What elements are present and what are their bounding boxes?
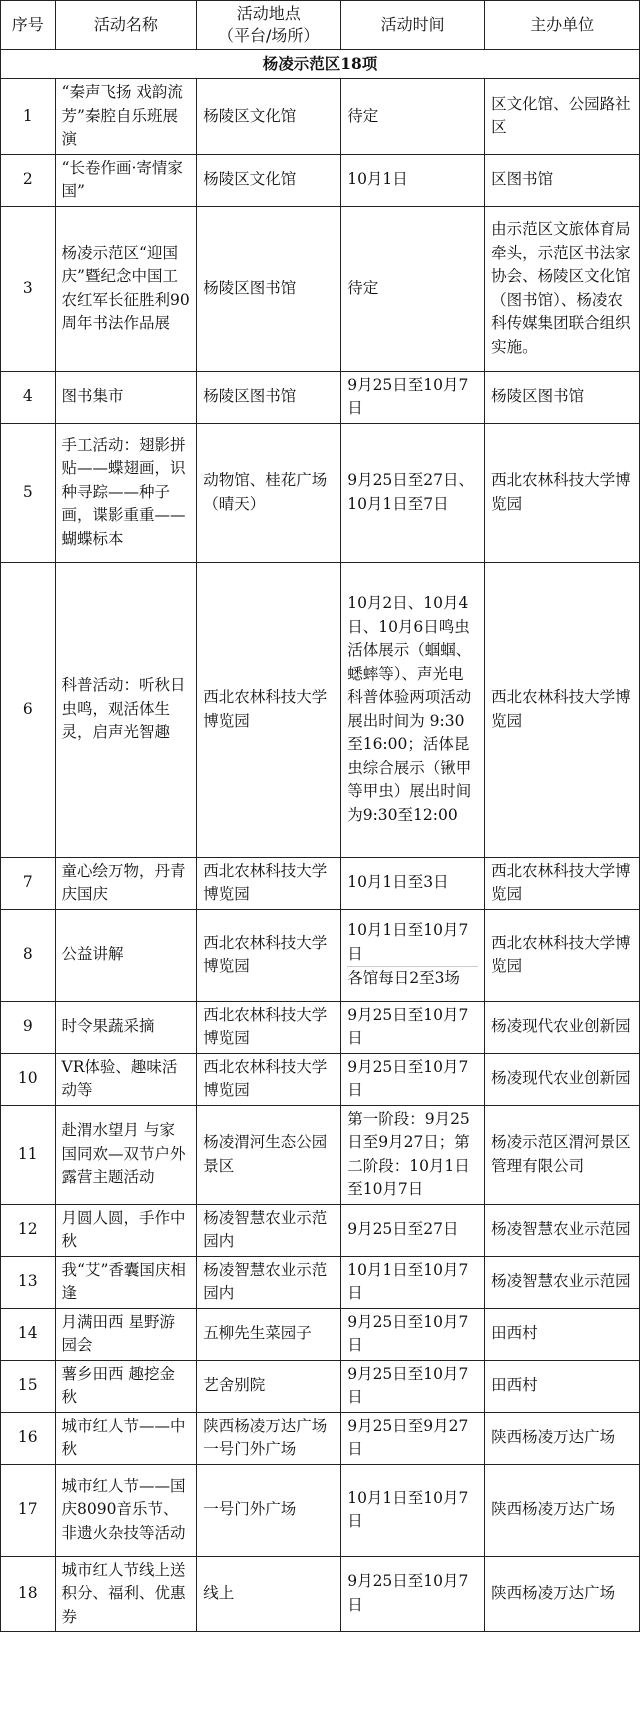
table-row — [1, 1308, 640, 1360]
activity-time: 第一阶段：9月25日至9月27日；第二阶段：10月1日至10月7日 — [341, 1105, 485, 1204]
activity-venue: 一号门外广场 — [197, 1464, 341, 1556]
row-number: 12 — [1, 1204, 56, 1256]
section-title: 杨凌示范区18项 — [1, 50, 640, 79]
activity-name: 童心绘万物，丹青庆国庆 — [55, 857, 197, 909]
activity-name: “长卷作画·寄情家国” — [55, 154, 197, 206]
table-row — [1, 423, 640, 562]
activity-venue: 动物馆、桂花广场（晴天） — [197, 423, 341, 562]
activity-organizer: 陕西杨凌万达广场 — [485, 1556, 640, 1632]
activity-organizer: 田西村 — [485, 1360, 640, 1412]
header-name: 活动名称 — [55, 1, 197, 50]
table-row — [1, 909, 640, 1001]
activity-organizer: 杨凌现代农业创新园 — [485, 1053, 640, 1105]
table-row — [1, 1204, 640, 1256]
activity-venue: 杨凌智慧农业示范园内 — [197, 1204, 341, 1256]
header-no: 序号 — [1, 1, 56, 50]
row-number: 9 — [1, 1001, 56, 1053]
activity-venue: 艺舍别院 — [197, 1360, 341, 1412]
header-organizer: 主办单位 — [485, 1, 640, 50]
activity-organizer: 西北农林科技大学博览园 — [485, 423, 640, 562]
row-number: 6 — [1, 562, 56, 857]
activity-time: 10月1日 — [341, 154, 485, 206]
activity-organizer: 西北农林科技大学博览园 — [485, 857, 640, 909]
activity-venue: 杨陵区文化馆 — [197, 154, 341, 206]
activity-venue: 杨陵区图书馆 — [197, 371, 341, 423]
header-time: 活动时间 — [341, 1, 485, 50]
activity-name: 手工活动：翅影拼贴——蝶翅画，识种寻踪——种子画，谍影重重——蝴蝶标本 — [55, 423, 197, 562]
activity-time-dates: 10月1日至10月7日 — [347, 921, 469, 963]
activity-organizer: 杨凌智慧农业示范园 — [485, 1256, 640, 1308]
activity-organizer: 由示范区文旅体育局牵头，示范区书法家协会、杨陵区文化馆（图书馆）、杨凌农科传媒集团联合组织实施。 — [485, 206, 640, 371]
activity-time: 10月1日至3日 — [341, 857, 485, 909]
activity-time: 9月25日至10月7日 — [341, 1001, 485, 1053]
row-number: 17 — [1, 1464, 56, 1556]
activity-name: 我“艾”香囊国庆相逢 — [55, 1256, 197, 1308]
activity-time — [341, 909, 485, 1001]
activity-name: 图书集市 — [55, 371, 197, 423]
activity-time: 待定 — [341, 206, 485, 371]
section-row — [1, 50, 640, 79]
activity-time: 待定 — [341, 79, 485, 155]
row-number: 2 — [1, 154, 56, 206]
row-number: 8 — [1, 909, 56, 1001]
activity-venue: 线上 — [197, 1556, 341, 1632]
activity-organizer: 区文化馆、公园路社区 — [485, 79, 640, 155]
table-row — [1, 1001, 640, 1053]
activity-name: 月圆人圆，手作中秋 — [55, 1204, 197, 1256]
activity-time: 9月25日至27日 — [341, 1204, 485, 1256]
activity-name: “秦声飞扬 戏韵流芳”秦腔自乐班展演 — [55, 79, 197, 155]
row-number: 1 — [1, 79, 56, 155]
activity-name: 公益讲解 — [55, 909, 197, 1001]
table-row — [1, 1360, 640, 1412]
row-number: 14 — [1, 1308, 56, 1360]
activity-name: 城市红人节——国庆8090音乐节、非遗火杂技等活动 — [55, 1464, 197, 1556]
activity-name: 杨凌示范区“迎国庆”暨纪念中国工农红军长征胜利90周年书法作品展 — [55, 206, 197, 371]
row-number: 16 — [1, 1412, 56, 1464]
row-number: 11 — [1, 1105, 56, 1204]
activity-time: 9月25日至10月7日 — [341, 371, 485, 423]
activity-name: 城市红人节——中秋 — [55, 1412, 197, 1464]
activity-time: 9月25日至10月7日 — [341, 1360, 485, 1412]
table-row — [1, 154, 640, 206]
activity-time: 9月25日至9月27日 — [341, 1412, 485, 1464]
activity-name: 城市红人节线上送积分、福利、优惠券 — [55, 1556, 197, 1632]
activity-organizer: 杨凌智慧农业示范园 — [485, 1204, 640, 1256]
table-body — [1, 50, 640, 1632]
activity-venue: 杨陵区文化馆 — [197, 79, 341, 155]
row-number: 13 — [1, 1256, 56, 1308]
activity-venue: 杨陵区图书馆 — [197, 206, 341, 371]
row-number: 15 — [1, 1360, 56, 1412]
table-row — [1, 562, 640, 857]
activity-venue: 西北农林科技大学博览园 — [197, 562, 341, 857]
activity-time: 10月1日至10月7日 — [341, 1256, 485, 1308]
table-row — [1, 1105, 640, 1204]
activity-time: 9月25日至10月7日 — [341, 1556, 485, 1632]
activity-venue: 西北农林科技大学博览园 — [197, 909, 341, 1001]
activity-organizer: 杨凌现代农业创新园 — [485, 1001, 640, 1053]
activity-name: 时令果蔬采摘 — [55, 1001, 197, 1053]
table-row — [1, 79, 640, 155]
row-number: 5 — [1, 423, 56, 562]
activity-organizer: 西北农林科技大学博览园 — [485, 562, 640, 857]
activity-venue: 五柳先生菜园子 — [197, 1308, 341, 1360]
activity-organizer: 西北农林科技大学博览园 — [485, 909, 640, 1001]
activity-time: 10月2日、10月4日、10月6日鸣虫活体展示（蝈蝈、蟋蟀等）、声光电科普体验两项活动展出时间为 9:30 至16:00；活体昆虫综合展示（锹甲等甲虫）展出时间为9:30至12:00 — [341, 562, 485, 857]
header-venue: 活动地点 （平台/场所） — [197, 1, 341, 50]
activity-time: 9月25日至10月7日 — [341, 1308, 485, 1360]
activity-name: VR体验、趣味活动等 — [55, 1053, 197, 1105]
activity-time-sessions: 各馆每日2至3场 — [347, 966, 478, 991]
table-row — [1, 857, 640, 909]
table-row — [1, 1556, 640, 1632]
activity-venue: 杨凌渭河生态公园景区 — [197, 1105, 341, 1204]
table-row — [1, 371, 640, 423]
activity-time: 9月25日至27日、10月1日至7日 — [341, 423, 485, 562]
row-number: 7 — [1, 857, 56, 909]
row-number: 10 — [1, 1053, 56, 1105]
table-row — [1, 1256, 640, 1308]
activity-organizer: 杨凌示范区渭河景区管理有限公司 — [485, 1105, 640, 1204]
activity-venue: 西北农林科技大学博览园 — [197, 1001, 341, 1053]
activity-organizer: 陕西杨凌万达广场 — [485, 1464, 640, 1556]
activity-name: 赴渭水望月 与家国同欢—双节户外露营主题活动 — [55, 1105, 197, 1204]
table-row — [1, 1053, 640, 1105]
row-number: 3 — [1, 206, 56, 371]
table-row — [1, 1464, 640, 1556]
activity-venue: 西北农林科技大学博览园 — [197, 1053, 341, 1105]
row-number: 18 — [1, 1556, 56, 1632]
activity-name: 薯乡田西 趣挖金秋 — [55, 1360, 197, 1412]
activity-venue: 杨凌智慧农业示范园内 — [197, 1256, 341, 1308]
table-row — [1, 1412, 640, 1464]
activity-venue: 陕西杨凌万达广场一号门外广场 — [197, 1412, 341, 1464]
activity-time: 10月1日至10月7日 — [341, 1464, 485, 1556]
activity-name: 科普活动：听秋日虫鸣，观活体生灵，启声光智趣 — [55, 562, 197, 857]
activity-venue: 西北农林科技大学博览园 — [197, 857, 341, 909]
header-row — [1, 1, 640, 50]
activity-name: 月满田西 星野游园会 — [55, 1308, 197, 1360]
row-number: 4 — [1, 371, 56, 423]
activity-time: 9月25日至10月7日 — [341, 1053, 485, 1105]
table-row — [1, 206, 640, 371]
activity-organizer: 杨陵区图书馆 — [485, 371, 640, 423]
activity-organizer: 陕西杨凌万达广场 — [485, 1412, 640, 1464]
activity-organizer: 区图书馆 — [485, 154, 640, 206]
activity-organizer: 田西村 — [485, 1308, 640, 1360]
